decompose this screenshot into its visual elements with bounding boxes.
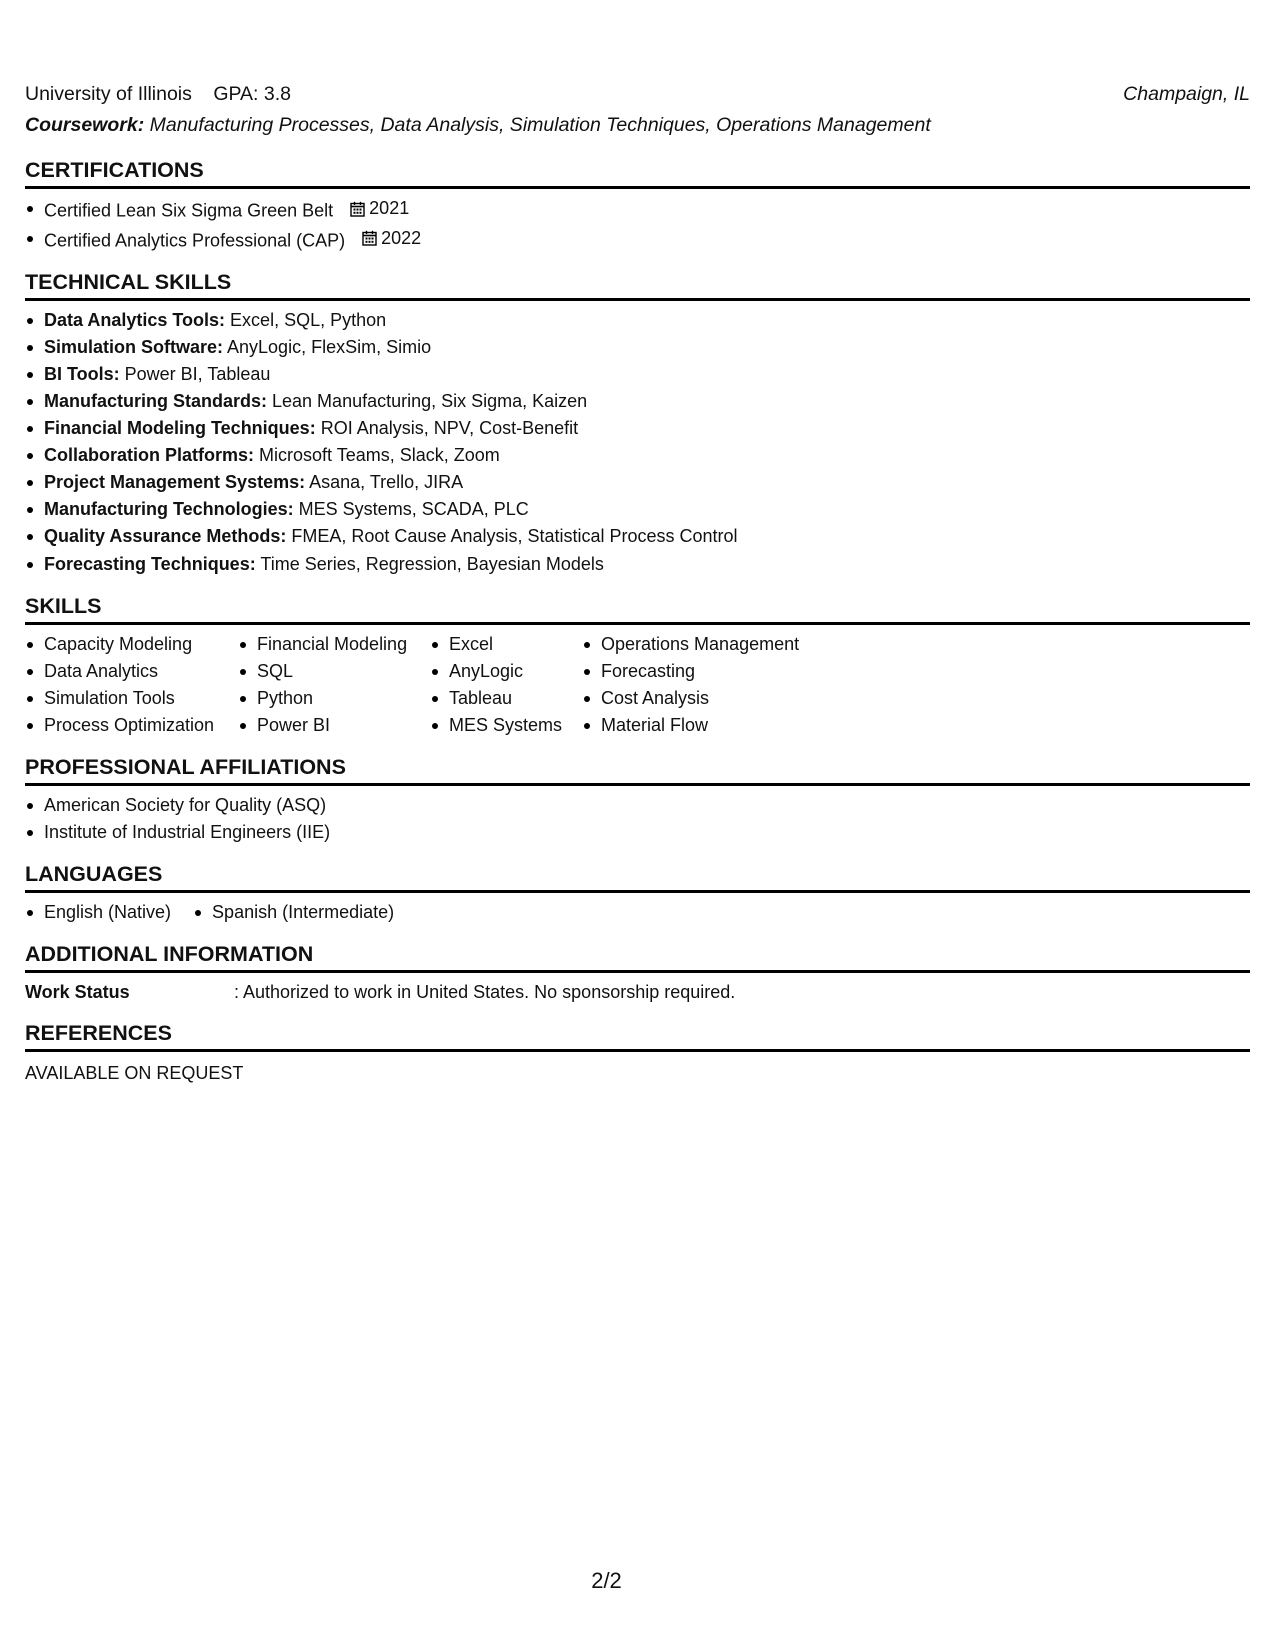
certification-year: 2022 xyxy=(381,227,422,248)
skill-item: Excel xyxy=(430,631,582,658)
technical-skill-item xyxy=(25,307,1250,334)
page-number: 2/2 xyxy=(591,1568,622,1593)
affiliation-item: Institute of Industrial Engineers (IIE) xyxy=(25,819,1250,846)
technical-skill-item xyxy=(25,551,1250,578)
skill-values: Asana, Trello, JIRA xyxy=(305,472,464,492)
technical-skill-item xyxy=(25,415,1250,442)
skills-column xyxy=(238,631,430,739)
coursework xyxy=(25,110,1250,140)
technical-skills-list xyxy=(25,307,1250,578)
skill-item: Capacity Modeling xyxy=(25,631,238,658)
certification-date xyxy=(350,195,409,222)
skill-item: Process Optimization xyxy=(25,712,238,739)
skill-values: Microsoft Teams, Slack, Zoom xyxy=(254,445,500,465)
skill-category: Data Analytics Tools: xyxy=(44,310,226,330)
skill-values: Excel, SQL, Python xyxy=(225,310,387,330)
skill-item: MES Systems xyxy=(430,712,582,739)
certification-date xyxy=(362,225,421,252)
education-location: Champaign, IL xyxy=(1123,83,1250,105)
skill-item: Python xyxy=(238,685,430,712)
certification-item xyxy=(25,225,1250,255)
references-text: AVAILABLE ON REQUEST xyxy=(25,1063,244,1083)
skill-category: BI Tools: xyxy=(44,364,120,384)
skill-category: Financial Modeling Techniques: xyxy=(44,418,316,438)
coursework-label: Coursework: xyxy=(25,114,145,136)
skill-item: Tableau xyxy=(430,685,582,712)
gpa: GPA: 3.8 xyxy=(213,83,291,105)
section-title-certifications: CERTIFICATIONS xyxy=(25,156,1250,189)
section-title-additional-information: ADDITIONAL INFORMATION xyxy=(25,940,1250,973)
skill-item: Material Flow xyxy=(582,712,842,739)
technical-skill-item xyxy=(25,361,1250,388)
skill-category: Forecasting Techniques: xyxy=(44,554,256,574)
skill-item: Simulation Tools xyxy=(25,685,238,712)
section-title-languages: LANGUAGES xyxy=(25,860,1250,893)
calendar-icon xyxy=(362,230,377,246)
skill-item: AnyLogic xyxy=(430,658,582,685)
skill-item: Operations Management xyxy=(582,631,842,658)
skill-values: MES Systems, SCADA, PLC xyxy=(293,499,529,519)
work-status-value: : Authorized to work in United States. No sponsorship required. xyxy=(234,982,736,1002)
skills-column xyxy=(430,631,582,739)
skills-column xyxy=(25,631,238,739)
skill-category: Manufacturing Technologies: xyxy=(44,499,294,519)
skill-values: Time Series, Regression, Bayesian Models xyxy=(255,554,604,574)
work-status-row xyxy=(25,979,1250,1005)
skills-grid xyxy=(25,631,1250,739)
affiliation-item: American Society for Quality (ASQ) xyxy=(25,792,1250,819)
certification-year: 2021 xyxy=(369,198,410,218)
language-item: English (Native) xyxy=(25,899,171,926)
skill-item: Data Analytics xyxy=(25,658,238,685)
skill-values: Power BI, Tableau xyxy=(119,364,271,384)
skill-values: ROI Analysis, NPV, Cost-Benefit xyxy=(315,418,579,438)
skill-category: Quality Assurance Methods: xyxy=(44,526,287,546)
affiliations-list xyxy=(25,792,1250,846)
work-status-label: Work Status xyxy=(25,982,130,1002)
calendar-icon xyxy=(350,201,365,217)
skill-item: Power BI xyxy=(238,712,430,739)
section-title-affiliations: PROFESSIONAL AFFILIATIONS xyxy=(25,753,1250,786)
languages-list xyxy=(25,899,1250,926)
skill-values: AnyLogic, FlexSim, Simio xyxy=(223,337,432,357)
certification-name: Certified Analytics Professional (CAP) xyxy=(44,230,346,250)
skill-values: FMEA, Root Cause Analysis, Statistical Process Control xyxy=(286,526,738,546)
technical-skill-item xyxy=(25,442,1250,469)
skill-item: Cost Analysis xyxy=(582,685,842,712)
certifications-list xyxy=(25,195,1250,254)
education-header xyxy=(25,78,1250,110)
skill-category: Simulation Software: xyxy=(44,337,224,357)
technical-skill-item xyxy=(25,334,1250,361)
technical-skill-item xyxy=(25,523,1250,550)
language-item: Spanish (Intermediate) xyxy=(193,899,394,926)
skill-category: Collaboration Platforms: xyxy=(44,445,255,465)
section-title-technical-skills: TECHNICAL SKILLS xyxy=(25,268,1250,301)
skills-column xyxy=(582,631,842,739)
skill-item: Financial Modeling xyxy=(238,631,430,658)
skill-item: Forecasting xyxy=(582,658,842,685)
section-title-references: REFERENCES xyxy=(25,1019,1250,1052)
institution-name: University of Illinois xyxy=(25,83,192,105)
skill-values: Lean Manufacturing, Six Sigma, Kaizen xyxy=(267,391,588,411)
certification-item xyxy=(25,195,1250,225)
resume-page xyxy=(25,78,1250,1088)
education-left xyxy=(25,78,291,110)
section-title-skills: SKILLS xyxy=(25,592,1250,625)
technical-skill-item xyxy=(25,469,1250,496)
skill-category: Project Management Systems: xyxy=(44,472,306,492)
skill-item: SQL xyxy=(238,658,430,685)
skill-category: Manufacturing Standards: xyxy=(44,391,268,411)
certification-name: Certified Lean Six Sigma Green Belt xyxy=(44,200,334,221)
coursework-list: Manufacturing Processes, Data Analysis, Simulation Techniques, Operations Management xyxy=(144,114,931,136)
technical-skill-item xyxy=(25,496,1250,523)
technical-skill-item xyxy=(25,388,1250,415)
